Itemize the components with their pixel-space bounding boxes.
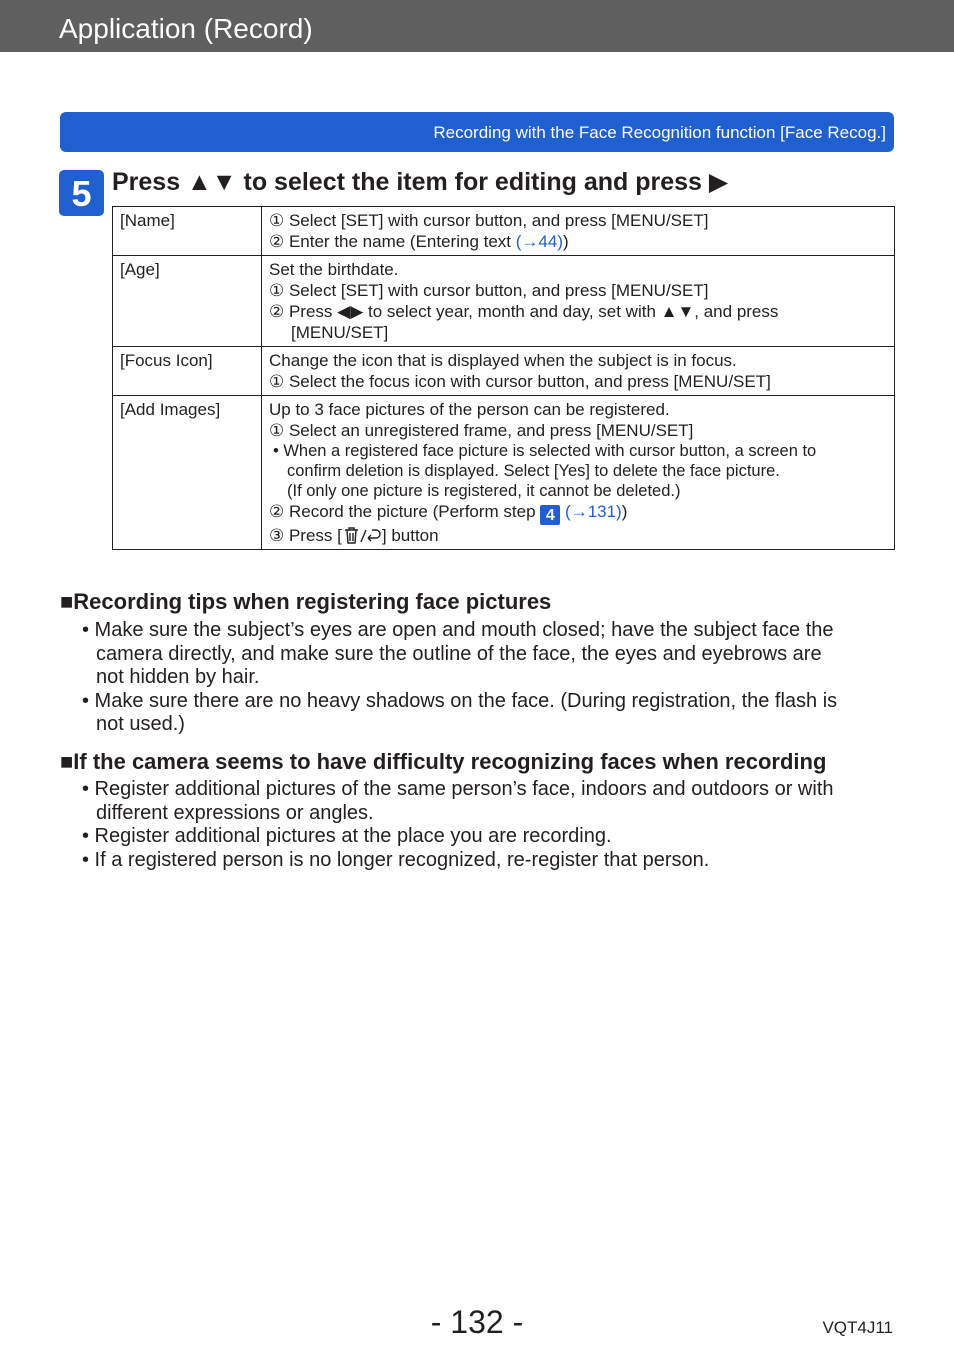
list-item-continued: camera directly, and make sure the outline of the face, the eyes and eyebrows are <box>96 642 822 665</box>
table-row <box>113 347 895 396</box>
list-item: • Make sure the subject’s eyes are open and mouth closed; have the subject face the <box>82 619 834 641</box>
row-line: Up to 3 face pictures of the person can be registered. <box>269 400 670 419</box>
row-line-text: ③ Press [ <box>269 526 342 545</box>
row-label: [Add Images] <box>113 396 262 550</box>
row-label: [Age] <box>113 256 262 347</box>
tips-heading: ■Recording tips when registering face pictures <box>60 589 552 614</box>
tips-list <box>82 619 892 737</box>
row-line: ① Select the focus icon with cursor button, and press [MENU/SET] <box>269 372 771 391</box>
trash-back-icon <box>342 526 382 544</box>
row-note: • When a registered face picture is selected with cursor button, a screen to <box>273 442 817 460</box>
table-row <box>113 207 895 256</box>
row-label: [Name] <box>113 207 262 256</box>
header-title: Application (Record) <box>59 13 313 44</box>
list-item-continued: not hidden by hair. <box>96 666 260 688</box>
row-line-text: ② Enter the name (Entering text <box>269 232 516 251</box>
row-description <box>262 207 895 256</box>
row-line <box>269 231 887 252</box>
step-title: Press ▲▼ to select the item for editing and press ▶ <box>112 168 729 196</box>
row-line <box>269 501 887 525</box>
table-row <box>113 396 895 550</box>
page-number: - 132 - <box>430 1304 524 1340</box>
list-item-continued: not used.) <box>96 713 185 735</box>
difficulty-heading: ■If the camera seems to have difficulty recognizing faces when recording <box>60 749 827 774</box>
row-line <box>269 525 887 546</box>
header-bar <box>0 0 954 52</box>
list-item-continued: different expressions or angles. <box>96 801 374 824</box>
row-line: Set the birthdate. <box>269 260 399 279</box>
list-item: • Register additional pictures of the same person’s face, indoors and outdoors or with <box>82 778 834 800</box>
row-description <box>262 256 895 347</box>
document-code: VQT4J11 <box>822 1318 893 1337</box>
row-label: [Focus Icon] <box>113 347 262 396</box>
row-note: confirm deletion is displayed. Select [Yes] to delete the face picture. <box>287 462 780 480</box>
list-item: • Make sure there are no heavy shadows on the face. (During registration, the flash is <box>82 689 838 712</box>
step-number-badge: 5 <box>59 170 104 216</box>
section-bar-text: Recording with the Face Recognition function [Face Recog.] <box>433 123 886 142</box>
list-item: • If a registered person is no longer recognized, re-register that person. <box>82 848 710 871</box>
row-line: ① Select [SET] with cursor button, and press [MENU/SET] <box>269 211 709 230</box>
row-line: ② Press ◀▶ to select year, month and day, set with ▲▼, and press <box>269 302 779 321</box>
page-link[interactable]: (→131) <box>565 502 622 521</box>
row-line-text: ] button <box>381 526 439 545</box>
row-description <box>262 347 895 396</box>
row-line: ① Select an unregistered frame, and press [MENU/SET] <box>269 421 694 440</box>
row-line: ① Select [SET] with cursor button, and press [MENU/SET] <box>269 281 709 300</box>
row-line: [MENU/SET] <box>291 323 389 342</box>
page-link[interactable]: (→44) <box>515 232 563 251</box>
row-line-text: ② Record the picture (Perform step <box>269 502 541 521</box>
difficulty-list <box>82 778 892 872</box>
row-line-text: ) <box>621 502 628 521</box>
row-description <box>262 396 895 550</box>
section-bar <box>60 112 894 152</box>
step-4-badge: 4 <box>540 505 560 525</box>
options-table <box>112 206 895 550</box>
row-note: (If only one picture is registered, it cannot be deleted.) <box>287 482 681 500</box>
row-line-text: ) <box>562 232 569 251</box>
list-item: • Register additional pictures at the place you are recording. <box>82 825 612 847</box>
row-line: Change the icon that is displayed when the subject is in focus. <box>269 351 737 370</box>
table-row <box>113 256 895 347</box>
